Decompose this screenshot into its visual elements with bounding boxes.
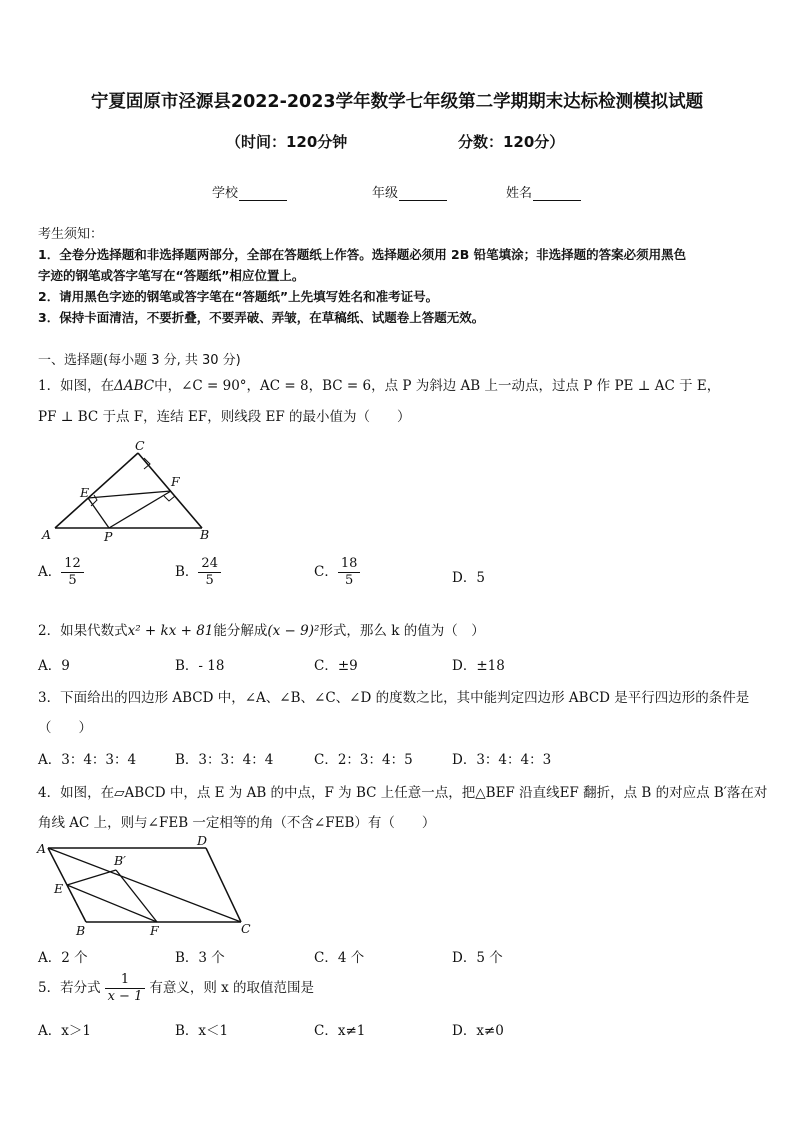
exam-score: 分数：120分） [458, 133, 565, 151]
q3-option-a[interactable]: A．3：4：3：4 [38, 752, 137, 768]
q2-text-a: 2．如果代数式 [38, 623, 128, 639]
q5-text-a: 5．若分式 [38, 980, 101, 996]
notice-line-2: 2．请用黑色字迹的钢笔或答字笔在“答题纸”上先填写姓名和准考证号。 [38, 289, 439, 304]
q5-option-a[interactable]: A．x＞1 [38, 1023, 91, 1039]
q1-a-den: 5 [68, 573, 77, 588]
question-5 [38, 972, 314, 1005]
page-title: 宁夏固原市泾源县2022-2023学年数学七年级第二学期期末达标检测模拟试题 [90, 92, 704, 112]
notice-line-1a: 1．全卷分选择题和非选择题两部分，全部在答题纸上作答。选择题必须用 2B 铅笔填涂；非选择题的答案必须用黑色 [38, 247, 687, 262]
notice-heading: 考生须知： [38, 227, 104, 242]
q3-option-b[interactable]: B．3：3：4：4 [175, 752, 274, 768]
q4-label-B: B [76, 923, 86, 938]
q1-option-a-fraction [61, 556, 84, 589]
q1-a-num: 12 [61, 556, 84, 573]
grade-label: 年级 [372, 186, 399, 201]
q2-expr-2: (x − 9)² [267, 623, 320, 639]
q1-option-c-label: C． [314, 564, 338, 580]
q1-c-den: 5 [344, 573, 354, 588]
q5-num: 1 [105, 972, 146, 989]
q2-text-c: 形式，那么 k 的值为（ ） [319, 623, 485, 639]
q2-option-a[interactable]: A．9 [38, 658, 70, 674]
q1-label-B: B [200, 527, 210, 542]
q5-fraction [105, 972, 146, 1005]
question-4-line-2: 角线 AC 上，则与∠FEB 一定相等的角（不含∠FEB）有（ ） [38, 815, 436, 831]
name-field [506, 182, 581, 201]
q1-label-C: C [135, 438, 145, 453]
q1-num: 1．如图，在 [38, 378, 115, 394]
q1-option-c-fraction [338, 556, 361, 589]
name-label: 姓名 [506, 186, 533, 201]
q1-label-P: P [104, 529, 113, 544]
q3-option-c[interactable]: C．2：3：4：5 [314, 752, 413, 768]
q4-option-b[interactable]: B．3 个 [175, 950, 225, 966]
q4-label-C: C [241, 921, 251, 936]
q1-label-A: A [42, 527, 52, 542]
q1-option-a-label: A． [38, 564, 62, 580]
q5-den: x − 1 [107, 989, 143, 1004]
name-blank[interactable] [533, 186, 581, 201]
q4-label-F: F [150, 923, 159, 938]
q2-text-b: 能分解成 [213, 623, 268, 639]
q4-label-A: A [37, 841, 47, 856]
school-label: 学校 [212, 186, 239, 201]
q4-option-a[interactable]: A．2 个 [38, 950, 88, 966]
q5-option-d[interactable]: D．x≠0 [452, 1023, 504, 1039]
q1-option-d[interactable]: D．5 [452, 570, 485, 586]
q4-label-B-prime: B′ [114, 853, 127, 868]
q4-option-d[interactable]: D．5 个 [452, 950, 503, 966]
q1-b-num: 24 [198, 556, 221, 573]
question-3-line-2: （ ） [38, 720, 92, 736]
question-2 [38, 619, 485, 639]
question-4-line-1: 4．如图，在▱ABCD 中，点 E 为 AB 的中点，F 为 BC 上任意一点，把△BEF 沿直线EF 翻折，点 B 的对应点 B′落在对 [38, 785, 768, 801]
q1-option-a[interactable] [38, 556, 84, 589]
q1-label-F: F [171, 474, 180, 489]
q1-label-E: E [80, 485, 90, 500]
q5-option-c[interactable]: C．x≠1 [314, 1023, 366, 1039]
q1-option-b-label: B． [175, 564, 199, 580]
school-blank[interactable] [239, 186, 287, 201]
q2-option-d[interactable]: D．±18 [452, 658, 505, 674]
q5-text-b: 有意义，则 x 的取值范围是 [149, 980, 315, 996]
q1-option-c[interactable] [314, 556, 360, 589]
q3-option-d[interactable]: D．3：4：4：3 [452, 752, 552, 768]
q4-parallelogram-figure [36, 836, 266, 940]
question-1-line-1 [38, 374, 720, 394]
notice-line-3: 3．保持卡面清洁，不要折叠，不要弄破、弄皱，在草稿纸、试题卷上答题无效。 [38, 310, 485, 325]
question-3-line-1: 3．下面给出的四边形 ABCD 中，∠A、∠B、∠C、∠D 的度数之比，其中能判定四边形 ABCD 是平行四边形的条件是 [38, 690, 750, 706]
q1-triangle: ΔABC [114, 378, 155, 394]
q4-label-E: E [54, 881, 64, 896]
q2-option-c[interactable]: C．±9 [314, 658, 358, 674]
q4-label-D: D [197, 836, 208, 848]
notice-line-1b: 字迹的钢笔或答字笔写在“答题纸”相应位置上。 [38, 268, 305, 283]
q2-option-b[interactable]: B．- 18 [175, 658, 225, 674]
q1-option-b-fraction [198, 556, 221, 589]
q5-option-b[interactable]: B．x＜1 [175, 1023, 229, 1039]
exam-time: （时间：120分钟 [226, 133, 348, 151]
question-1-line-2: PF ⊥ BC 于点 F，连结 EF，则线段 EF 的最小值为（ ） [38, 409, 411, 425]
school-field [212, 182, 287, 201]
q2-expr-1: x² + kx + 81 [127, 623, 214, 639]
grade-field [372, 182, 447, 201]
q1-text: 中，∠C = 90°，AC = 8，BC = 6，点 P 为斜边 AB 上一动点，过点 P 作 PE ⊥ AC 于 E， [154, 378, 721, 394]
q4-option-c[interactable]: C．4 个 [314, 950, 365, 966]
q1-triangle-figure [40, 438, 220, 548]
q1-b-den: 5 [205, 573, 214, 588]
grade-blank[interactable] [399, 186, 447, 201]
section-heading: 一、选择题(每小题 3 分, 共 30 分) [38, 353, 241, 368]
q1-c-num: 18 [338, 556, 361, 573]
q1-option-b[interactable] [175, 556, 221, 589]
